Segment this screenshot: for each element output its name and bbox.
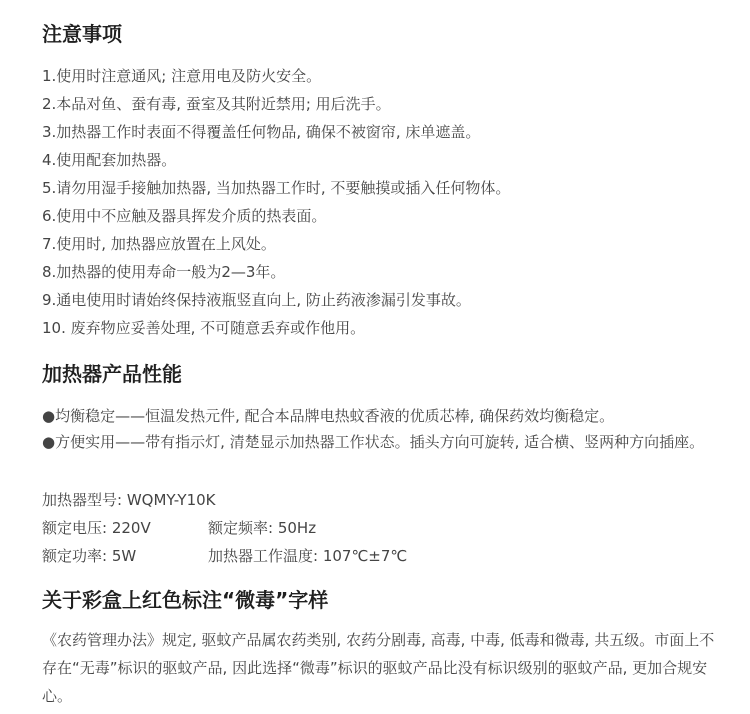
- heater-model: 加热器型号: WQMY-Y10K: [42, 491, 216, 509]
- precaution-item-5: 5.请勿用湿手接触加热器, 当加热器工作时, 不要触摸或插入任何物体。: [42, 179, 511, 197]
- precaution-item-3: 3.加热器工作时表面不得覆盖任何物品, 确保不被窗帘, 床单遮盖。: [42, 123, 481, 141]
- rated-frequency: 额定频率: 50Hz: [208, 519, 317, 537]
- performance-bullet-stable: ●均衡稳定——恒温发热元件, 配合本品牌电热蚊香液的优质芯棒, 确保药效均衡稳定。: [42, 407, 615, 425]
- precaution-item-8: 8.加热器的使用寿命一般为2—3年。: [42, 263, 286, 281]
- precautions-heading: 注意事项: [42, 22, 122, 46]
- notice-heading: 关于彩盒上红色标注“微毒”字样: [42, 588, 329, 612]
- performance-bullet-convenient: ●方便实用——带有指示灯, 清楚显示加热器工作状态。插头方向可旋转, 适合横、竖两种方向插座。: [42, 433, 705, 451]
- performance-heading: 加热器产品性能: [42, 362, 182, 386]
- precaution-item-7: 7.使用时, 加热器应放置在上风处。: [42, 235, 276, 253]
- rated-voltage: 额定电压: 220V: [42, 519, 151, 537]
- precaution-item-10: 10. 废弃物应妥善处理, 不可随意丢弃或作他用。: [42, 319, 366, 337]
- precaution-item-4: 4.使用配套加热器。: [42, 151, 177, 169]
- working-temperature: 加热器工作温度: 107℃±7℃: [208, 547, 408, 565]
- notice-body: 《农药管理办法》规定, 驱蚊产品属农药类别, 农药分剧毒, 高毒, 中毒, 低毒和微毒, 共五级。市面上不存在“无毒”标识的驱蚊产品, 因此选择“微毒”标识的驱蚊产品比没有标识级别的驱蚊产品, 更加合规安心。: [42, 631, 715, 705]
- precaution-item-2: 2.本品对鱼、蚕有毒, 蚕室及其附近禁用; 用后洗手。: [42, 95, 391, 113]
- precaution-item-9: 9.通电使用时请始终保持液瓶竖直向上, 防止药液渗漏引发事故。: [42, 291, 471, 309]
- precaution-item-6: 6.使用中不应触及器具挥发介质的热表面。: [42, 207, 327, 225]
- rated-power: 额定功率: 5W: [42, 547, 137, 565]
- precaution-item-1: 1.使用时注意通风; 注意用电及防火安全。: [42, 67, 322, 85]
